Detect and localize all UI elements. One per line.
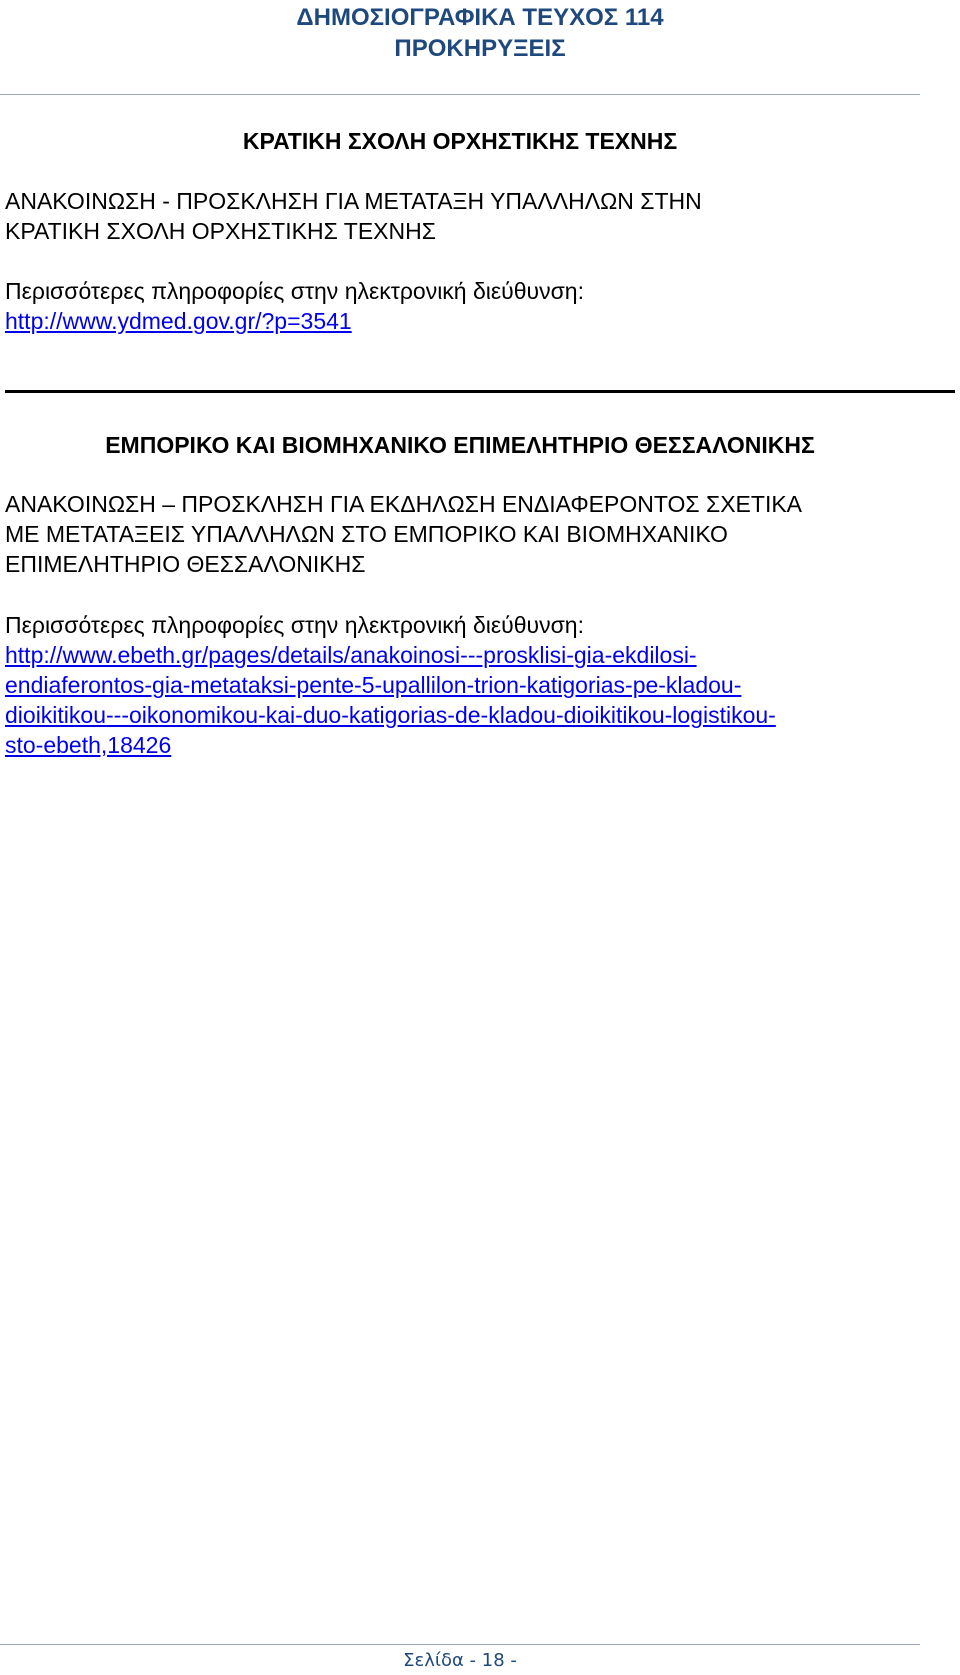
header-title: ΔΗΜΟΣΙΟΓΡΑΦΙΚΑ ΤΕΥΧΟΣ 114 [296,4,664,31]
announcement-line: ΑΝΑΚΟΙΝΩΣΗ - ΠΡΟΣΚΛΗΣΗ ΓΙΑ ΜΕΤΑΤΑΞΗ ΥΠΑΛΛΗΛΩΝ ΣΤΗΝ [5,188,702,214]
announcement-line: ΕΠΙΜΕΛΗΤΗΡΙΟ ΘΕΣΣΑΛΟΝΙΚΗΣ [5,551,366,577]
section-title-ebeth: ΕΜΠΟΡΙΚΟ ΚΑΙ ΒΙΟΜΗΧΑΝΙΚΟ ΕΠΙΜΕΛΗΤΗΡΙΟ ΘΕΣΣΑΛΟΝΙΚΗΣ [105,432,815,458]
announcement-ebeth [5,489,920,579]
url-link-ebeth-line[interactable]: dioikitikou---oikonomikou-kai-duo-katigorias-de-kladou-dioikitikou-logistikou- [5,702,776,728]
url-link-ebeth-line[interactable]: http://www.ebeth.gr/pages/details/anakoinosi---prosklisi-gia-ekdilosi- [5,642,697,668]
header-divider [0,94,920,95]
more-info-dance-school [5,276,920,336]
announcement-line: ΑΝΑΚΟΙΝΩΣΗ – ΠΡΟΣΚΛΗΣΗ ΓΙΑ ΕΚΔΗΛΩΣΗ ΕΝΔΙΑΦΕΡΟΝΤΟΣ ΣΧΕΤΙΚΑ [5,491,803,517]
url-link-ebeth-line[interactable]: sto-ebeth,18426 [5,732,172,758]
announcement-line: ΜΕ ΜΕΤΑΤΑΞΕΙΣ ΥΠΑΛΛΗΛΩΝ ΣΤΟ ΕΜΠΟΡΙΚΟ ΚΑΙ ΒΙΟΜΗΧΑΝΙΚΟ [5,521,728,547]
more-info-label: Περισσότερες πληροφορίες στην ηλεκτρονική διεύθυνση: [5,278,584,304]
announcement-line: ΚΡΑΤΙΚΗ ΣΧΟΛΗ ΟΡΧΗΣΤΙΚΗΣ ΤΕΧΝΗΣ [5,218,436,244]
more-info-ebeth [5,610,920,760]
document-header [0,2,960,64]
section-title-dance-school: ΚΡΑΤΙΚΗ ΣΧΟΛΗ ΟΡΧΗΣΤΙΚΗΣ ΤΕΧΝΗΣ [242,128,678,154]
page-number: Σελίδα - 18 - [403,1650,517,1671]
url-link-ebeth-line[interactable]: endiaferontos-gia-metataksi-pente-5-upallilon-trion-katigorias-pe-kladou- [5,672,742,698]
more-info-label: Περισσότερες πληροφορίες στην ηλεκτρονική διεύθυνση: [5,612,584,638]
header-subtitle: ΠΡΟΚΗΡΥΞΕΙΣ [394,35,566,62]
announcement-dance-school [5,186,920,246]
section-separator [5,390,955,393]
url-link-ydmed[interactable]: http://www.ydmed.gov.gr/?p=3541 [5,308,352,334]
footer-divider [0,1644,920,1645]
